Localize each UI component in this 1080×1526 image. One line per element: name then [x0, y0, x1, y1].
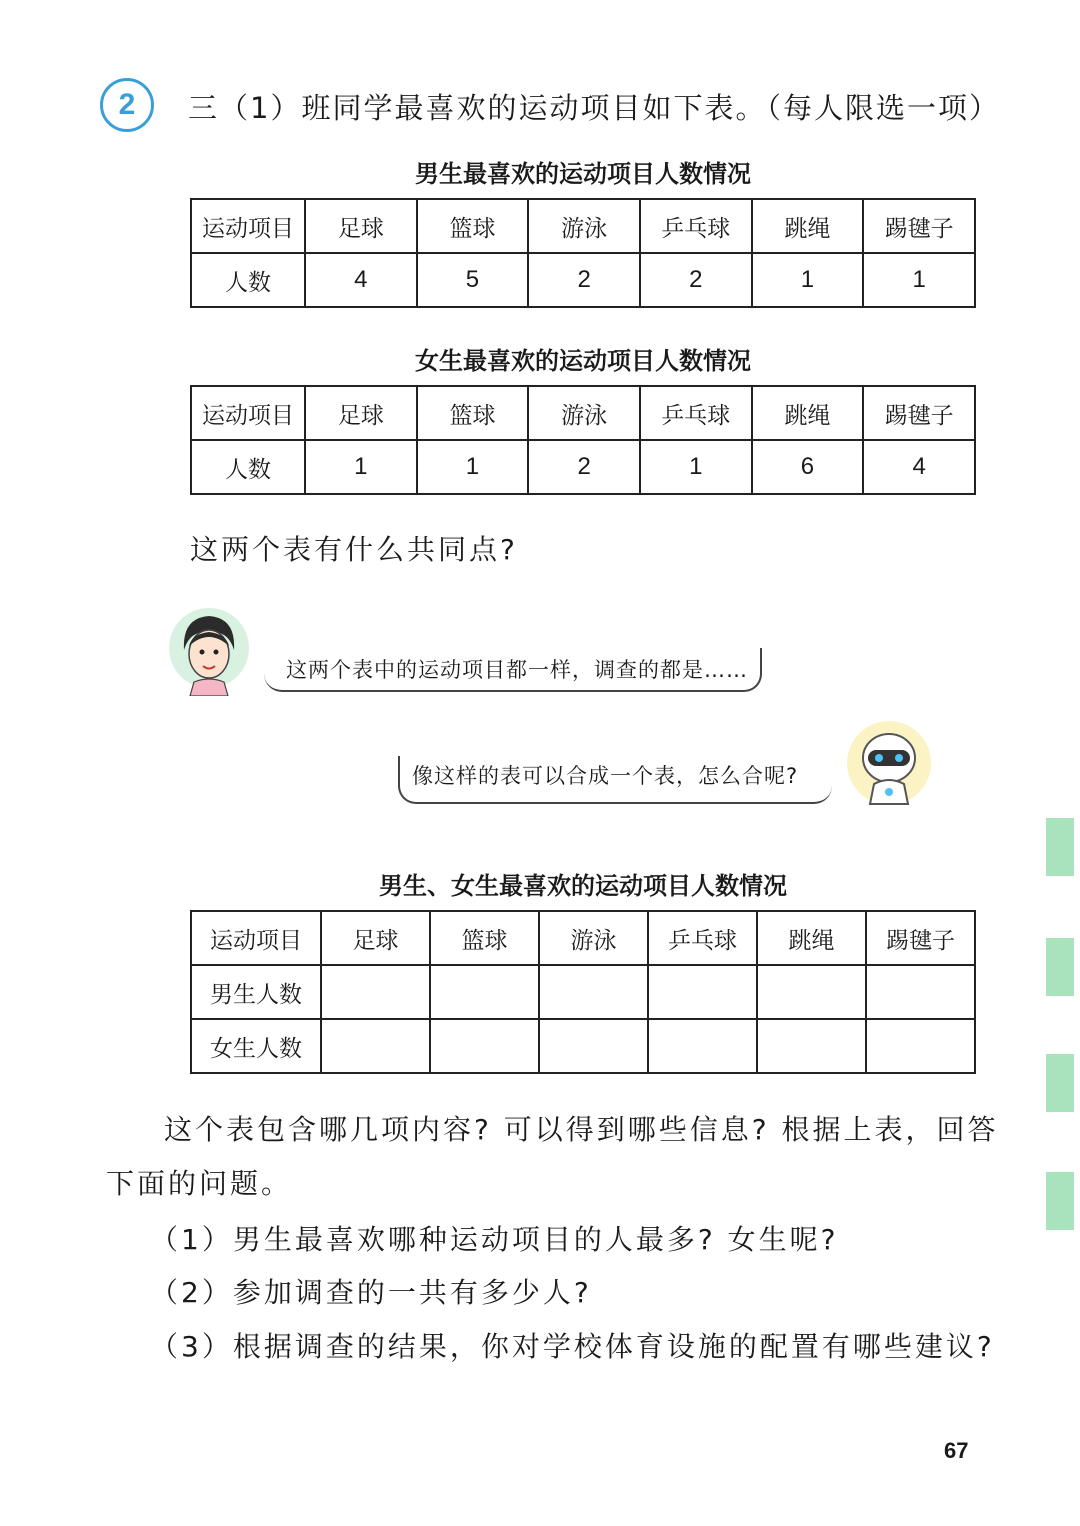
- table1-value: 1: [863, 253, 975, 307]
- question-1: （1）男生最喜欢哪种运动项目的人最多? 女生呢?: [150, 1223, 839, 1256]
- table2-value: 1: [640, 440, 752, 494]
- table1-value: 2: [640, 253, 752, 307]
- table3-empty-cell: [430, 1019, 539, 1073]
- table2-value: 1: [417, 440, 529, 494]
- table3-sport: 游泳: [539, 911, 648, 965]
- table3-empty-cell: [321, 965, 430, 1019]
- table1-value: 5: [417, 253, 529, 307]
- table3-empty-cell: [321, 1019, 430, 1073]
- table3-header-label: 运动项目: [191, 911, 321, 965]
- table2-value: 4: [863, 440, 975, 494]
- paragraph-line1: 这个表包含哪几项内容? 可以得到哪些信息? 根据上表，回答: [164, 1113, 999, 1146]
- table1-header-label: 运动项目: [191, 199, 305, 253]
- table3-row2-label: 女生人数: [191, 1019, 321, 1073]
- table2-sport: 足球: [305, 386, 417, 440]
- table3-empty-cell: [757, 965, 866, 1019]
- table1-sport: 跳绳: [752, 199, 864, 253]
- table3-sport: 踢毽子: [866, 911, 975, 965]
- table3-empty-cell: [866, 1019, 975, 1073]
- side-tab: [1046, 818, 1074, 876]
- table2-row-label: 人数: [191, 440, 305, 494]
- table3-empty-cell: [866, 965, 975, 1019]
- girl-speech-text: 这两个表中的运动项目都一样，调查的都是……: [286, 658, 748, 682]
- table3-empty-cell: [539, 965, 648, 1019]
- paragraph-line2: 下面的问题。: [106, 1167, 293, 1200]
- side-tab: [1046, 1054, 1074, 1112]
- table3-sport: 篮球: [430, 911, 539, 965]
- robot-speech-text: 像这样的表可以合成一个表，怎么合呢?: [412, 764, 799, 788]
- table3-empty-cell: [430, 965, 539, 1019]
- table1-value: 2: [528, 253, 640, 307]
- table3-sport: 足球: [321, 911, 430, 965]
- question-text: 三（1）班同学最喜欢的运动项目如下表。（每人限选一项）: [188, 91, 1000, 125]
- table2-title: 女生最喜欢的运动项目人数情况: [415, 347, 751, 375]
- table1-sport: 乒乓球: [640, 199, 752, 253]
- question-2: （2）参加调查的一共有多少人?: [150, 1276, 592, 1309]
- table3-row1-label: 男生人数: [191, 965, 321, 1019]
- table3-empty-cell: [757, 1019, 866, 1073]
- table1-value: 1: [752, 253, 864, 307]
- side-tab: [1046, 938, 1074, 996]
- table3-empty-cell: [648, 965, 757, 1019]
- question-3: （3）根据调查的结果，你对学校体育设施的配置有哪些建议?: [150, 1330, 995, 1363]
- question-number-badge: 2: [100, 78, 154, 132]
- table3-sport: 跳绳: [757, 911, 866, 965]
- table2-sport: 跳绳: [752, 386, 864, 440]
- table2-value: 6: [752, 440, 864, 494]
- table2-sport: 乒乓球: [640, 386, 752, 440]
- robot-avatar: [846, 720, 932, 806]
- table1-sport: 游泳: [528, 199, 640, 253]
- table2-sport: 游泳: [528, 386, 640, 440]
- table1-sport: 篮球: [417, 199, 529, 253]
- table3-empty-cell: [648, 1019, 757, 1073]
- table2-sport: 篮球: [417, 386, 529, 440]
- side-tab: [1046, 1172, 1074, 1230]
- table1-sport: 踢毽子: [863, 199, 975, 253]
- table3-title: 男生、女生最喜欢的运动项目人数情况: [379, 872, 787, 900]
- table3-sport: 乒乓球: [648, 911, 757, 965]
- table1-value: 4: [305, 253, 417, 307]
- table1-title: 男生最喜欢的运动项目人数情况: [415, 160, 751, 188]
- table3-empty-cell: [539, 1019, 648, 1073]
- girl-speech-bubble: [264, 648, 762, 692]
- boys-table: [190, 198, 976, 308]
- table2-value: 2: [528, 440, 640, 494]
- table2-sport: 踢毽子: [863, 386, 975, 440]
- robot-speech-bubble: [398, 756, 832, 804]
- table1-row-label: 人数: [191, 253, 305, 307]
- girl-avatar: [168, 606, 250, 696]
- page-number: 67: [944, 1438, 969, 1463]
- combined-table: [190, 910, 976, 1074]
- table2-value: 1: [305, 440, 417, 494]
- prompt-common: 这两个表有什么共同点?: [190, 533, 518, 566]
- girls-table: [190, 385, 976, 495]
- table2-header-label: 运动项目: [191, 386, 305, 440]
- table1-sport: 足球: [305, 199, 417, 253]
